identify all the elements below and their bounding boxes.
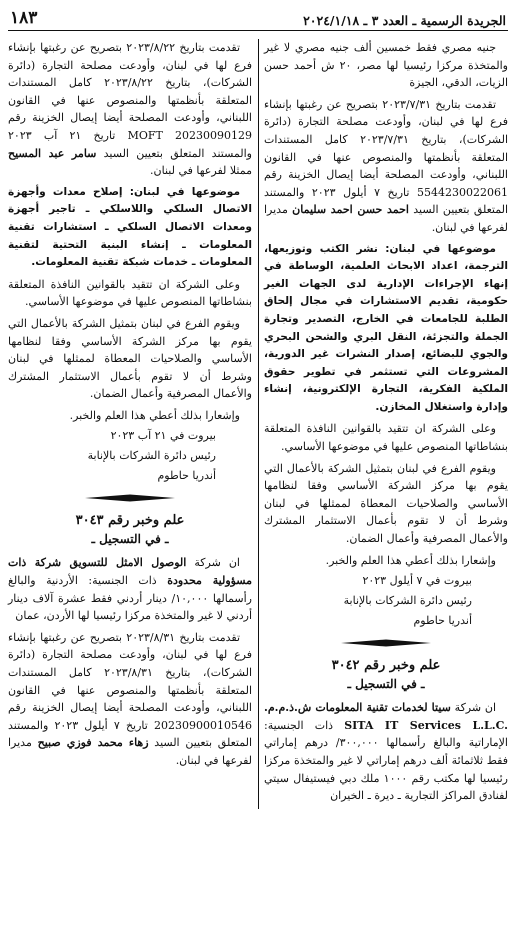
- text: ذات الجنسية: الأردنية والبالغ رأسمالها ١٠,٠٠٠/ دينار أردني فقط عشرة آلاف دينار أردني لا غير والمتخذة مركزا رئيسيا لها الأردن، عمان: [8, 574, 252, 623]
- representative-name: سامر عبد المسيح: [8, 146, 97, 160]
- text: ذات الجنسية: الإماراتية والبالغ رأسمالها ٣٠٠,٠٠٠/ درهم إماراتي فقط ثلاثمائة ألف درهم إماراتي لا غير والمتخذة مركزا رئيسيا لها مكتب رقم ١٠٠٠ ملك دبي فيستيفال سيتي لفنادق المراكز التجارية ـ ديرة ـ الخيران: [264, 718, 508, 803]
- signature-date: بيروت في ٢١ آب ٢٠٢٣: [110, 429, 216, 443]
- signature-role: رئيس دائرة الشركات بالإنابة: [343, 594, 472, 608]
- subject-label: موضوعها في لبنان:: [385, 242, 496, 255]
- page-number: ١٨٣: [10, 8, 38, 28]
- company-latin-name: SITA IT Services L.L.C.: [344, 718, 508, 732]
- subject-paragraph: [264, 241, 508, 417]
- text: مديرا لفرعها في لبنان.: [8, 736, 252, 767]
- gazette-issue-title: الجريدة الرسمية ـ العدد ٣ ـ ٢٠٢٤/١/١٨: [303, 13, 506, 28]
- columns: [8, 39, 508, 809]
- subject-paragraph: [8, 184, 252, 272]
- manager-name: احمد حسن احمد سليمان: [292, 203, 409, 217]
- manager-name: زهاء محمد فوزي صبيح: [37, 736, 149, 750]
- text: مديرا لفرعها في لبنان.: [264, 203, 508, 234]
- divider-ornament: [85, 494, 175, 502]
- paragraph: ويقوم الفرع في لبنان بتمثيل الشركة بالأعمال التي يقوم بها مركز الشركة الأساسي وفقا لنظامها الأساسي والصلاحيات المعطاة لممثلها في لبنان وشرط أن لا تقوم بأعمال الاستثمار المشترك والأعمال المصرفية وأعمال الضمان.: [264, 461, 508, 546]
- text: تقدمت بتاريخ ٢٠٢٣/٧/٣١ بتصريح عن رغبتها بإنشاء فرع لها في لبنان، وأودعت مصلحة التجارة (دائرة الشركات)، بتاريخ ٢٠٢٣/٧/٣١ كامل المستندات المتعلقة بأنظمتها والمنصوص عنها في القانون اللبناني، وأودعت المصلحة أيضا إيصال الخزينة رقم 5544230022061 تاريخ ٧ أيلول ٢٠٢٣ والمستند المتعلق بتعيين السيد: [264, 97, 509, 217]
- paragraph: [264, 96, 508, 237]
- text: ان شركة: [194, 556, 240, 570]
- paragraph: جنيه مصري فقط خمسين ألف جنيه مصري لا غير والمتخذة مركزا رئيسيا لها مصر، ٢٠ ش أحمد حسن الزيات، الدقي، الجيزة: [264, 41, 508, 90]
- text: تقدمت بتاريخ ٢٠٢٣/٨/٢٢ بتصريح عن رغبتها بإنشاء فرع لها في لبنان، وأودعت مصلحة التجارة (دائرة الشركات)، بتاريخ ٢٠٢٣/٨/٢٢ كامل المستندات المتعلقة بأنظمتها والمنصوص عنها في القانون اللبناني، وأودعت المصلحة أيضا إيصال الخزينة رقم MOFT 20230090129 تاريخ ٢١ آب ٢٠٢٣ والمستند المتعلق بتعيين السيد: [8, 41, 252, 160]
- column-separator: [258, 39, 259, 809]
- paragraph: وإشعارا بذلك أعطي هذا العلم والخبر.: [325, 553, 496, 567]
- signature-date: بيروت في ٧ أيلول ٢٠٢٣: [362, 574, 472, 588]
- signature-name: أندريا حاطوم: [157, 469, 216, 483]
- paragraph: وإشعارا بذلك أعطي هذا العلم والخبر.: [69, 408, 240, 422]
- subject-label: موضوعها في لبنان:: [129, 185, 241, 198]
- text: ان شركة: [454, 701, 496, 715]
- right-column: [264, 39, 508, 809]
- paragraph: [8, 39, 252, 180]
- paragraph: ويقوم الفرع في لبنان بتمثيل الشركة بالأعمال التي يقوم بها مركز الشركة الأساسي وفقا لنظامها الأساسي والصلاحيات المعطاة لممثلها في لبنان وشرط أن لا تقوم بأعمال الاستثمار المشترك والأعمال المصرفية وأعمال الضمان.: [8, 316, 252, 401]
- text: ممثلا لفرعها في لبنان.: [150, 164, 252, 178]
- section-divider: [8, 494, 252, 502]
- paragraph: وعلى الشركة ان تتقيد بالقوانين النافذة المتعلقة بنشاطاتها المنصوص عليها في موضوعها الأساسي.: [8, 277, 252, 309]
- subject-text: إصلاح معدات وأجهزة الاتصال السلكي واللاسلكي ـ تاجير أجهزة ومعدات الاتصال السلكي ـ استشارات تقنية المعلومات ـ إنشاء البنية التحتية لتقنية المعلومات ـ خدمات شبكة تقنية المعلومات.: [8, 185, 252, 269]
- divider-ornament: [341, 639, 431, 647]
- notice-subtitle: ـ في التسجيل ـ: [347, 677, 425, 692]
- paragraph: [8, 554, 252, 624]
- subject-text: نشر الكتب وتوزيعها، الترجمة، اعداد الابحاث العلمية، الوساطة في إنهاء الإجراءات الإدارية لدى الجهات الغير حكومية، تقديم الاستشارات في مجال إلحاق الطلبة للجامعات في الخارج، التصدير وتجارة الجملة والتجزئة، النقل البري والشحن البحري والجوي للبضائع، إصدار النشرات غير الدورية، المشروعات التي تستثمر في تطوير حقوق الملكية الفكرية، التجارة الإلكترونية، إنشاء وإدارة واستغلال المخازن.: [264, 242, 508, 413]
- text: تقدمت بتاريخ ٢٠٢٣/٨/٣١ بتصريح عن رغبتها بإنشاء فرع لها في لبنان، وأودعت مصلحة التجارة (دائرة الشركات)، بتاريخ ٢٠٢٣/٨/٣١ كامل المستندات المتعلقة بأنظمتها والمنصوص عنها في القانون اللبناني، وأودعت المصلحة أيضا إيصال الخزينة رقم 20230900010546 تاريخ ٧ أيلول ٢٠٢٣ والمستند المتعلق بتعيين السيد: [8, 630, 253, 750]
- company-name: سيتا لخدمات تقنية المعلومات ش.ذ.م.م.: [264, 701, 451, 715]
- notice-title: علم وخبر رقم ٣٠٤٢: [331, 658, 441, 674]
- notice-title: علم وخبر رقم ٣٠٤٣: [75, 513, 185, 529]
- left-column: [8, 39, 252, 809]
- signature-role: رئيس دائرة الشركات بالإنابة: [87, 449, 216, 463]
- section-divider: [264, 639, 508, 647]
- signature-name: أندريا حاطوم: [413, 614, 472, 628]
- paragraph: [264, 699, 508, 805]
- company-name: الوصول الامثل للتسويق شركة ذات مسؤولية محدودة: [8, 556, 253, 588]
- paragraph: وعلى الشركة ان تتقيد بالقوانين النافذة المتعلقة بنشاطاتها المنصوص عليها في موضوعها الأساسي.: [264, 422, 508, 454]
- notice-subtitle: ـ في التسجيل ـ: [91, 532, 169, 547]
- page-header: [8, 6, 508, 31]
- paragraph: [8, 629, 252, 770]
